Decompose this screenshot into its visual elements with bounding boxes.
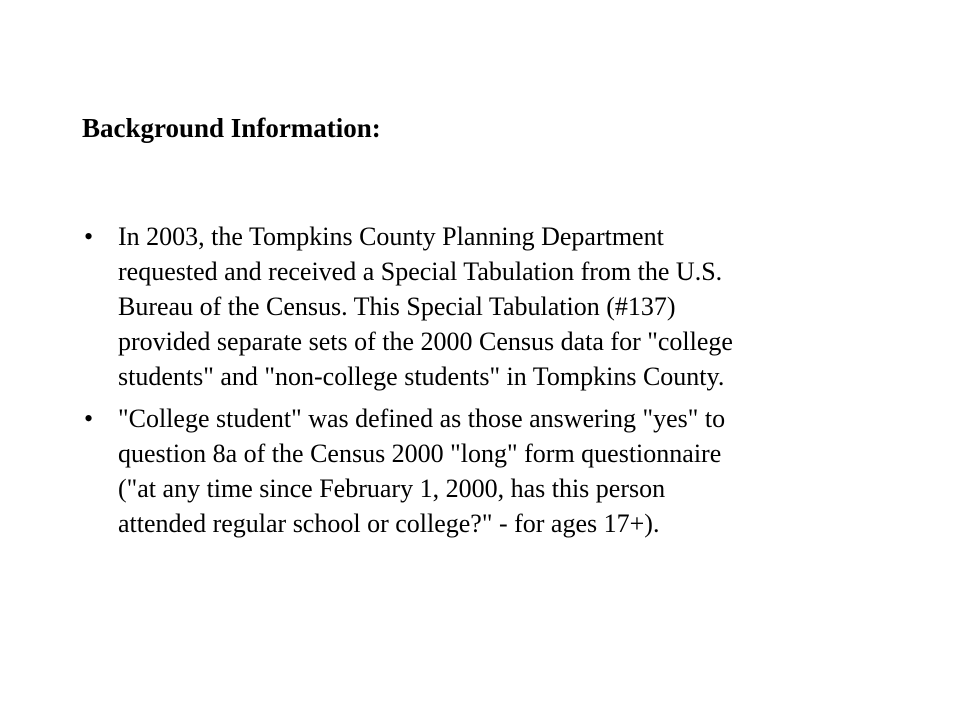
bullet-1-line-5: students" and "non-college students" in Tompkins County. [118,362,725,391]
bullet-item-2 [82,401,902,541]
bullet-1-line-2: requested and received a Special Tabulation from the U.S. [118,257,723,286]
bullet-2-line-3: ("at any time since February 1, 2000, has this person [118,474,666,503]
bullet-list [82,219,902,548]
bullet-2-line-1: "College student" was defined as those answering "yes" to [118,404,726,433]
slide-heading: Background Information: [82,113,381,143]
bullet-1-line-1: In 2003, the Tompkins County Planning Department [118,222,664,251]
bullet-2-line-4: attended regular school or college?" - for ages 17+). [118,509,660,538]
bullet-icon: • [84,404,94,433]
bullet-1-line-4: provided separate sets of the 2000 Census data for "college [118,327,733,356]
bullet-2-line-2: question 8a of the Census 2000 "long" form questionnaire [118,439,722,468]
bullet-1-line-3: Bureau of the Census. This Special Tabulation (#137) [118,292,676,321]
bullet-icon: • [84,222,94,251]
bullet-item-1 [82,219,902,394]
